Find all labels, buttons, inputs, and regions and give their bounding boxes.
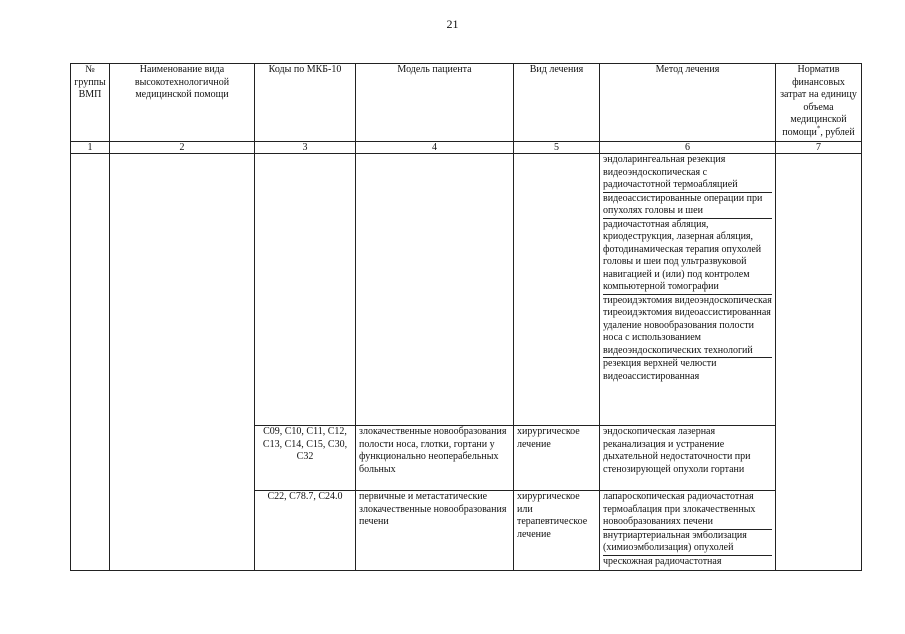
footnote-marker: * (816, 124, 821, 133)
method-item: видеоассистированные операции при опухолях головы и шеи (603, 193, 772, 219)
group-number-cell (71, 154, 110, 571)
column-number: 4 (356, 142, 514, 154)
header-cost-norm (776, 64, 862, 142)
header-patient-model: Модель пациента (356, 64, 514, 142)
method-item: резекция верхней челюсти видеоассистированная (603, 358, 717, 382)
column-number: 6 (600, 142, 776, 154)
treatment-type-cell (514, 154, 600, 426)
treatment-method-cell (600, 491, 776, 571)
method-item: чрескожная радиочастотная (603, 555, 722, 567)
patient-model-cell: первичные и метастатические злокачественные новообразования печени (356, 491, 514, 571)
header-group-number: № группы ВМП (71, 64, 110, 142)
treatment-method-cell (600, 426, 776, 491)
treatment-method-cell (600, 154, 776, 426)
header-treatment-type: Вид лечения (514, 64, 600, 142)
header-treatment-method: Метод лечения (600, 64, 776, 142)
header-icd-codes: Коды по МКБ-10 (255, 64, 356, 142)
header-row (71, 64, 862, 142)
column-number-row (71, 142, 862, 154)
vmp-table (70, 63, 862, 571)
patient-model-cell (356, 154, 514, 426)
icd-codes-cell: C09, C10, C11, C12, C13, C14, C15, C30, C32 (255, 426, 356, 491)
method-item: лапароскопическая радиочастотная термоаблация при злокачественных новообразованиях печени (603, 491, 772, 530)
header-cost-norm-unit: , рублей (820, 126, 855, 138)
table-row (71, 154, 862, 426)
column-number: 1 (71, 142, 110, 154)
treatment-type-cell: хирургическое лечение (514, 426, 600, 491)
patient-model-cell: злокачественные новообразования полости носа, глотки, гортани у функционально неоперабельных больных (356, 426, 514, 491)
column-number: 7 (776, 142, 862, 154)
icd-codes-cell: C22, C78.7, C24.0 (255, 491, 356, 571)
method-item: внутриартериальная эмболизация (химиоэмболизация) опухолей (603, 530, 772, 556)
header-care-type: Наименование вида высокотехнологичной медицинской помощи (110, 64, 255, 142)
column-number: 3 (255, 142, 356, 154)
care-type-cell (110, 154, 255, 571)
column-number: 5 (514, 142, 600, 154)
method-item: эндоскопическая лазерная реканализация и устранение дыхательной недостаточности при стенозирующей опухоли гортани (603, 426, 751, 475)
method-item: радиочастотная абляция, криодеструкция, лазерная абляция, фотодинамическая терапия опухолей головы и шеи под ультразвуковой навигацией и (или) под контролем компьютерной томографии (603, 219, 772, 295)
column-number: 2 (110, 142, 255, 154)
method-item: тиреоидэктомия видеоэндоскопическая тиреоидэктомия видеоассистированная удаление новообразования полости носа с использованием видеоэндоскопических технологий (603, 295, 772, 359)
header-cost-norm-text: Норматив финансовых затрат на единицу объема медицинской помощи (780, 64, 857, 138)
icd-codes-cell (255, 154, 356, 426)
page-number: 21 (446, 17, 459, 31)
method-item: эндоларингеальная резекция видеоэндоскопическая с радиочастотной термоабляцией (603, 154, 772, 193)
cost-norm-cell (776, 154, 862, 571)
treatment-type-cell: хирургическое или терапевтическое лечение (514, 491, 600, 571)
